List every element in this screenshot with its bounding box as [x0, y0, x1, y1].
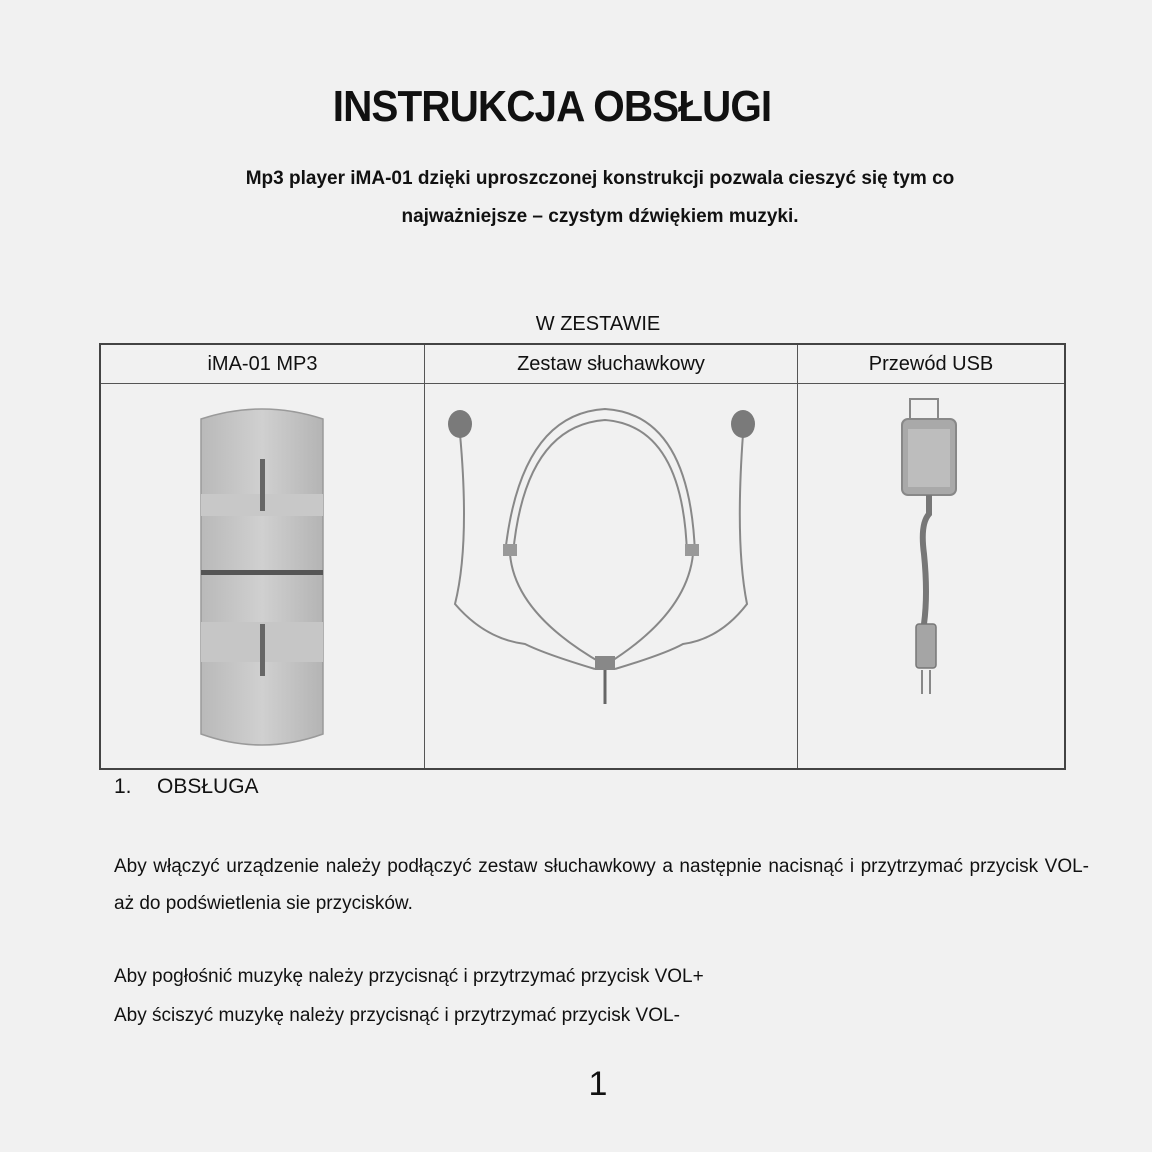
section-number: 1.: [114, 775, 132, 798]
intro-line-2: najważniejsze – czystym dźwiękiem muzyki.: [401, 206, 799, 227]
paragraph-volume-down: Aby ściszyć muzykę należy przycisnąć i przytrzymać przycisk VOL-: [114, 1005, 680, 1026]
kit-table: [99, 343, 1066, 770]
kit-image-row: [100, 384, 1065, 770]
earphones-image: [425, 384, 797, 768]
intro-line-1: Mp3 player iMA-01 dzięki uproszczonej konstrukcji pozwala cieszyć się tym co: [245, 168, 955, 189]
intro-text: [140, 160, 1060, 236]
kit-cell-usb-cable: [798, 384, 1066, 770]
page-number: 1: [588, 1065, 608, 1103]
mp3-player-image: [101, 384, 424, 768]
kit-cell-player: [100, 384, 425, 770]
kit-header-usb-cable: Przewód USB: [798, 344, 1066, 384]
usb-cable-image: [798, 384, 1064, 768]
kit-header-player: iMA-01 MP3: [100, 344, 425, 384]
section-heading: [114, 775, 259, 799]
kit-header-row: [100, 344, 1065, 384]
paragraph-volume-up: Aby pogłośnić muzykę należy przycisnąć i przytrzymać przycisk VOL+: [114, 966, 704, 987]
kit-cell-earphones: [425, 384, 798, 770]
kit-header-earphones: Zestaw słuchawkowy: [425, 344, 798, 384]
page-title: INSTRUKCJA OBSŁUGI: [332, 82, 772, 131]
section-title: OBSŁUGA: [157, 775, 259, 798]
kit-caption: W ZESTAWIE: [535, 313, 661, 335]
paragraph-power-on: Aby włączyć urządzenie należy podłączyć zestaw słuchawkowy a następnie nacisnąć i przytrzymać przycisk VOL- aż do podświetlenia sie przycisków.: [114, 856, 1089, 914]
